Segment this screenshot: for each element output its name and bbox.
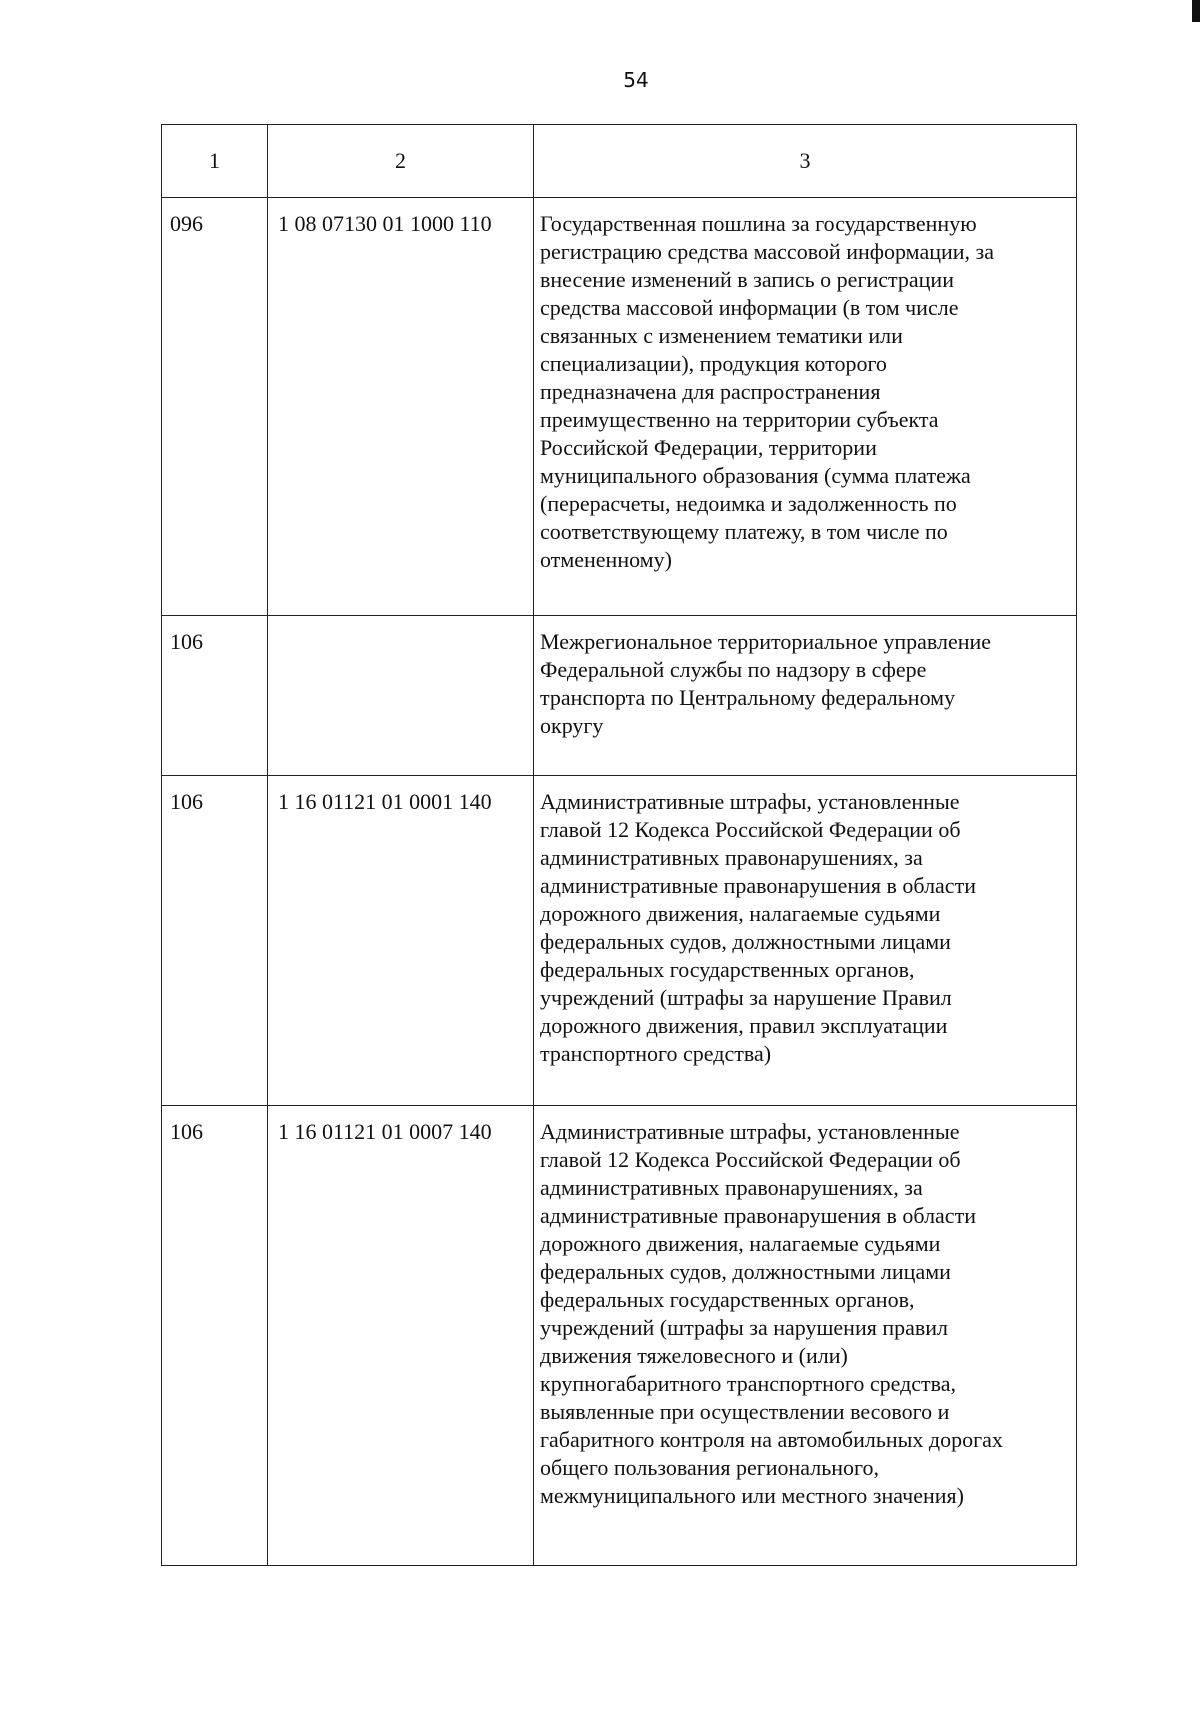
page-number: 54 [623,68,649,92]
table-row [162,616,1077,776]
description-cell [534,1106,1077,1566]
description-text: Государственная пошлина за государственную регистрацию средства массовой информации, за внесение изменений в запись о регистрации средства массовой информации (в том числе связанных с изменением тематики или специализации), продукция которого предназначена для распространения преимущественно на территории субъекта Российской Федерации, территории муниципального образования (сумма платежа (перерасчеты, недоимка и задолженность по соответствующему платежу, в том числе по отмененному) [540,211,994,572]
table-row [162,776,1077,1106]
description-text: Межрегиональное территориальное управление Федеральной службы по надзору в сфере транспорта по Центральному федеральному округу [540,629,992,738]
kbk-code-cell: 1 16 01121 01 0007 140 [268,1106,534,1566]
description-cell [534,616,1077,776]
page-number-container [0,68,1200,92]
table-row [162,1106,1077,1566]
table-header-row [162,125,1077,198]
kbk-code-cell: 1 16 01121 01 0001 140 [268,776,534,1106]
scan-edge-mark [1192,0,1200,22]
table-row [162,198,1077,616]
kbk-code-cell: 1 08 07130 01 1000 110 [268,198,534,616]
header-col-2: 2 [268,125,534,198]
budget-classification-table [161,124,1077,1566]
description-text: Административные штрафы, установленные главой 12 Кодекса Российской Федерации об административных правонарушениях, за административные правонарушения в области дорожного движения, налагаемые судьями федеральных судов, должностными лицами федеральных государственных органов, учреждений (штрафы за нарушение Правил дорожного движения, правил эксплуатации транспортного средства) [540,789,976,1066]
description-cell [534,776,1077,1106]
admin-code-cell: 106 [162,1106,268,1566]
admin-code-cell: 096 [162,198,268,616]
kbk-code-cell [268,616,534,776]
admin-code-cell: 106 [162,616,268,776]
description-text: Административные штрафы, установленные главой 12 Кодекса Российской Федерации об административных правонарушениях, за административные правонарушения в области дорожного движения, налагаемые судьями федеральных судов, должностными лицами федеральных государственных органов, учреждений (штрафы за нарушения правил движения тяжеловесного и (или) крупногабаритного транспортного средства, выявленные при осуществлении весового и габаритного контроля на автомобильных дорогах общего пользования регионального, межмуниципального или местного значения) [540,1119,1003,1508]
header-col-3: 3 [534,125,1077,198]
description-cell [534,198,1077,616]
admin-code-cell: 106 [162,776,268,1106]
header-col-1: 1 [162,125,268,198]
